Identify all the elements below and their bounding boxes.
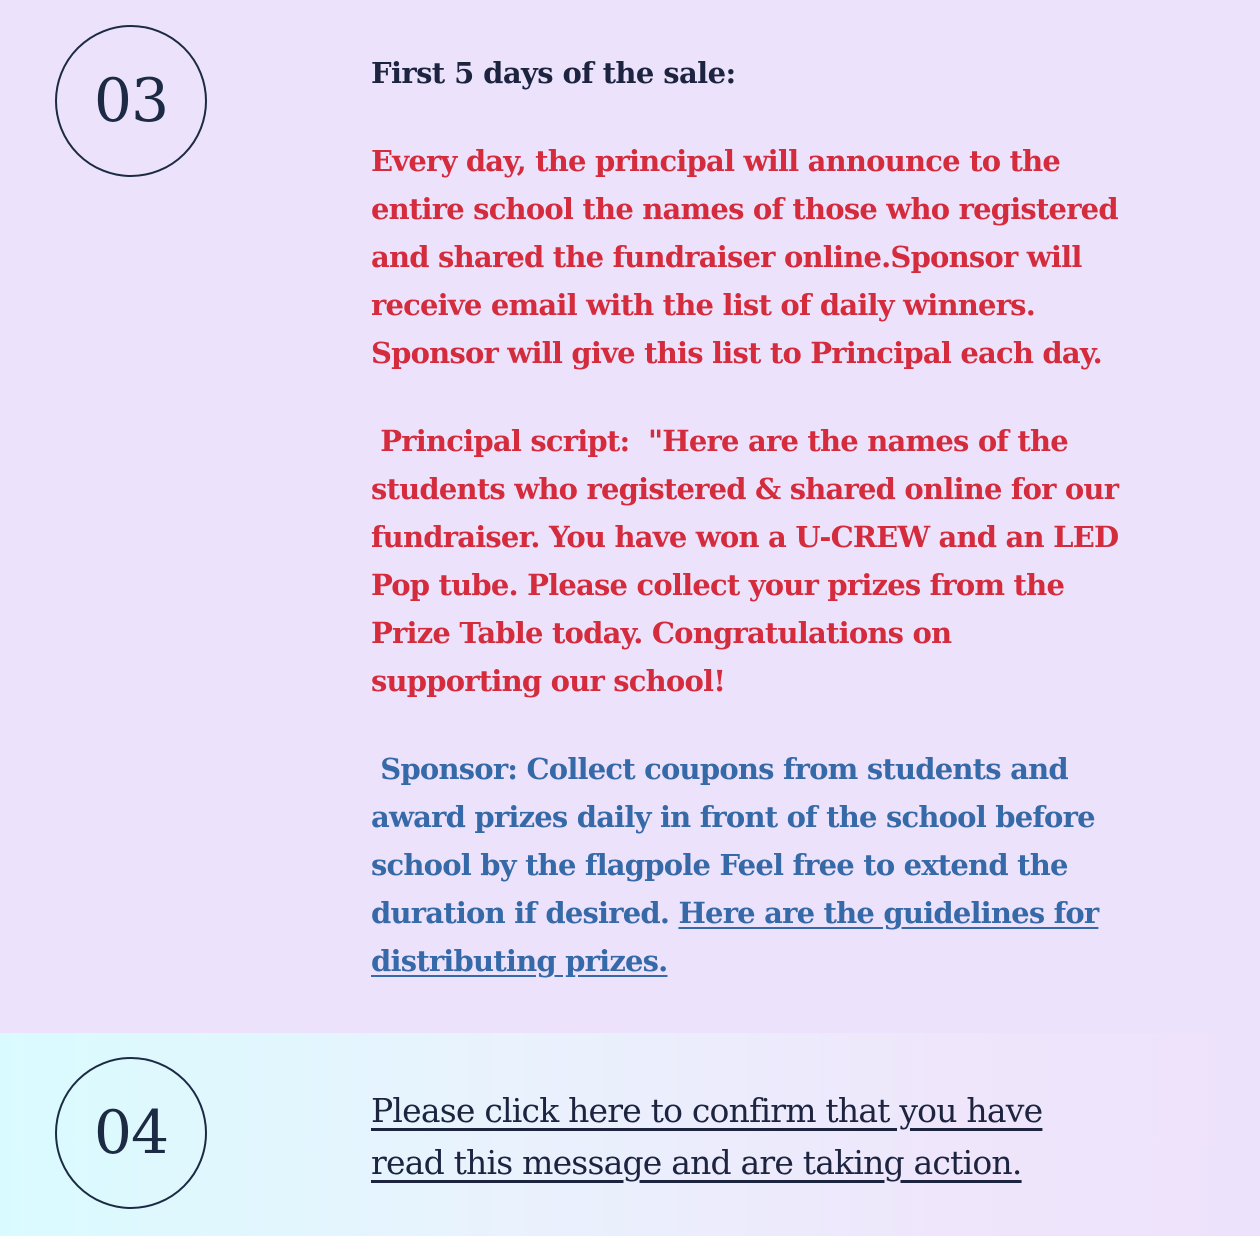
text-line: and shared the fundraiser online.Sponsor will xyxy=(371,240,1082,274)
text-segment: duration if desired. xyxy=(371,896,679,930)
step-4-content xyxy=(371,1085,1101,1189)
step-4-section xyxy=(0,1033,1260,1236)
text-line: entire school the names of those who registered xyxy=(371,192,1118,226)
text-line-with-link xyxy=(371,937,1101,985)
announcement-paragraph xyxy=(371,137,1118,377)
prize-guidelines-link-continued[interactable]: distributing prizes. xyxy=(371,944,668,978)
text-line: award prizes daily in front of the school before xyxy=(371,800,1095,834)
text-line: school by the flagpole Feel free to extend the xyxy=(371,848,1068,882)
text-line: fundraiser. You have won a U-CREW and an LED xyxy=(371,520,1119,554)
text-line: Pop tube. Please collect your prizes from the xyxy=(371,568,1065,602)
sponsor-instructions-paragraph xyxy=(371,745,1101,985)
confirm-action-link[interactable] xyxy=(371,1085,1101,1189)
link-line: read this message and are taking action. xyxy=(371,1143,1022,1182)
principal-script-paragraph xyxy=(371,417,1119,705)
text-line: supporting our school! xyxy=(371,664,726,698)
step-number: 03 xyxy=(93,66,169,136)
link-line: Please click here to confirm that you have xyxy=(371,1091,1043,1130)
step-number: 04 xyxy=(93,1098,169,1168)
step-number-badge xyxy=(55,25,207,177)
step-number-badge xyxy=(55,1057,207,1209)
text-line: Principal script: "Here are the names of the xyxy=(371,424,1068,458)
prize-guidelines-link[interactable]: Here are the guidelines for xyxy=(678,896,1099,930)
text-line-with-link xyxy=(371,889,1101,937)
text-line: receive email with the list of daily winners. xyxy=(371,288,1036,322)
text-line: Prize Table today. Congratulations on xyxy=(371,616,952,650)
text-line: Sponsor will give this list to Principal each day. xyxy=(371,336,1102,370)
text-line: Every day, the principal will announce to the xyxy=(371,144,1061,178)
text-line: students who registered & shared online for our xyxy=(371,472,1119,506)
step-heading: First 5 days of the sale: xyxy=(371,56,736,90)
text-line: Sponsor: Collect coupons from students and xyxy=(371,752,1068,786)
step-3-content xyxy=(371,52,1119,985)
